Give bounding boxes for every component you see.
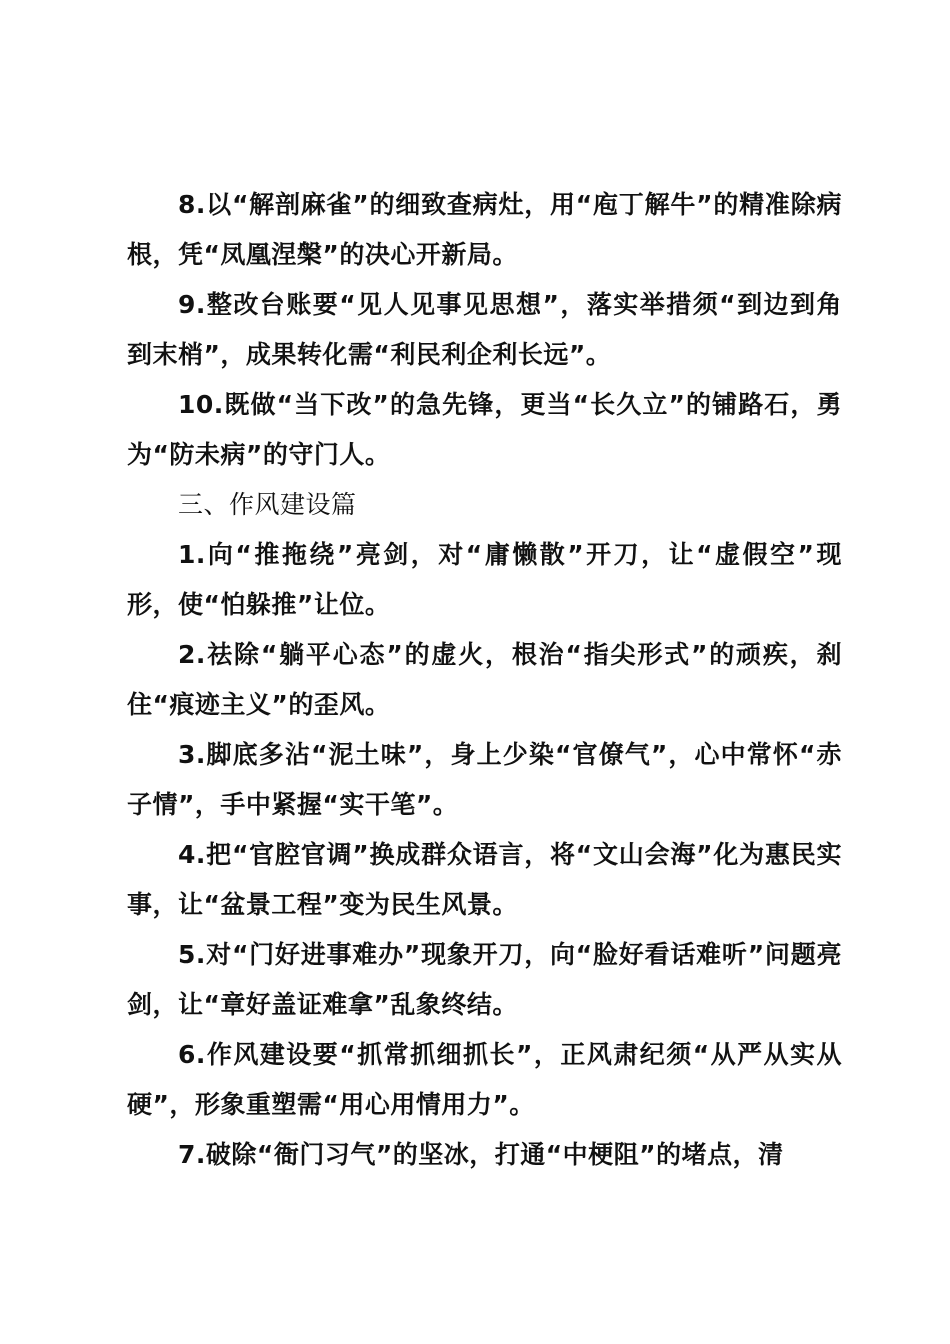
paragraph-item-2: 2.祛除“躺平心态”的虚火，根治“指尖形式”的顽疾，刹住“痕迹主义”的歪风。 [127,640,842,719]
paragraph-item-1: 1.向“推拖绕”亮剑，对“庸懒散”开刀，让“虚假空”现形，使“怕躲推”让位。 [127,540,842,619]
paragraph-item-9: 9.整改台账要“见人见事见思想”，落实举措须“到边到角到末梢”，成果转化需“利民利企利长远”。 [127,290,842,369]
paragraph-item-3: 3.脚底多沾“泥土味”，身上少染“官僚气”，心中常怀“赤子情”，手中紧握“实干笔”。 [127,740,842,819]
body-text [127,180,842,1180]
paragraph-item-8: 8.以“解剖麻雀”的细致查病灶，用“庖丁解牛”的精准除病根，凭“凤凰涅槃”的决心开新局。 [127,190,842,269]
paragraph-item-5: 5.对“门好进事难办”现象开刀，向“脸好看话难听”问题亮剑，让“章好盖证难拿”乱象终结。 [127,940,842,1019]
paragraph-item-4: 4.把“官腔官调”换成群众语言，将“文山会海”化为惠民实事，让“盆景工程”变为民生风景。 [127,840,842,919]
paragraph-item-6: 6.作风建设要“抓常抓细抓长”，正风肃纪须“从严从实从硬”，形象重塑需“用心用情用力”。 [127,1040,842,1119]
paragraph-item-10: 10.既做“当下改”的急先锋，更当“长久立”的铺路石，勇为“防未病”的守门人。 [127,390,842,469]
section-heading: 三、作风建设篇 [178,490,357,519]
paragraph-item-7: 7.破除“衙门习气”的坚冰，打通“中梗阻”的堵点，清 [178,1140,784,1169]
